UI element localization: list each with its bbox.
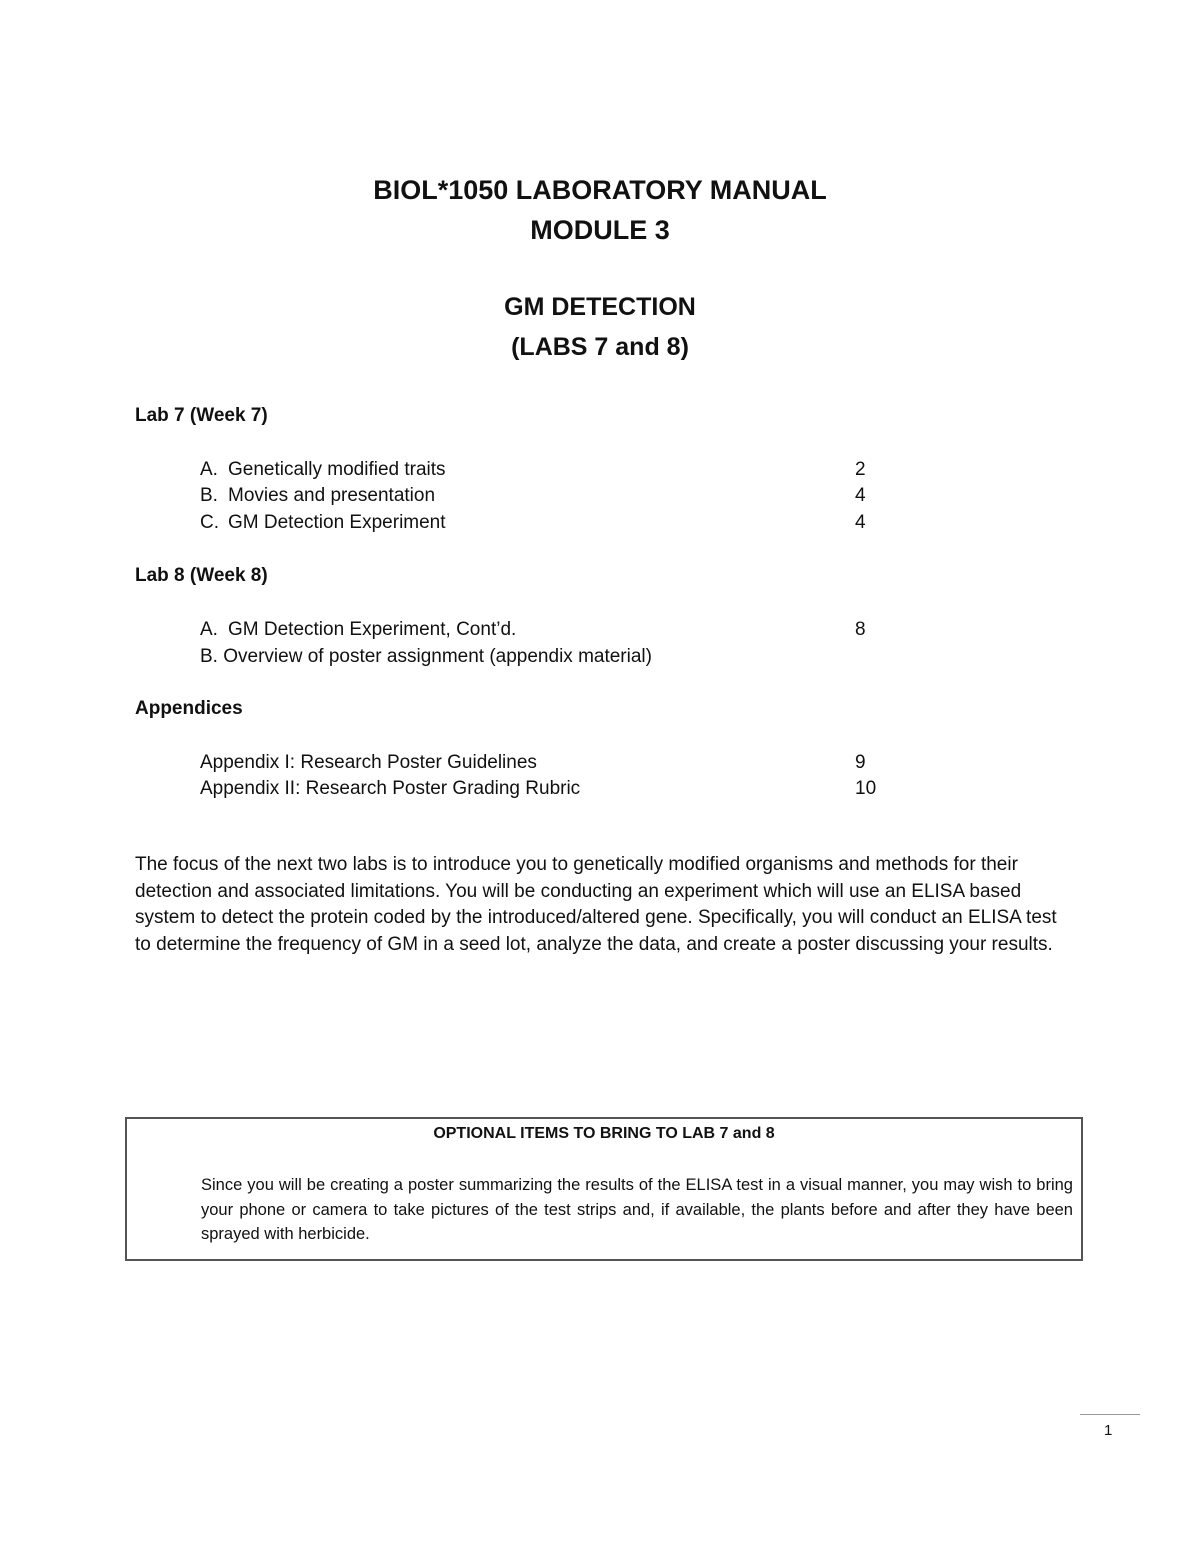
toc-marker: A. xyxy=(200,619,218,640)
subtitle-line-2: (LABS 7 and 8) xyxy=(511,333,689,361)
toc-label: Movies and presentation xyxy=(228,485,436,506)
toc-label: GM Detection Experiment, Cont’d. xyxy=(228,619,517,640)
subtitle-line-1: GM DETECTION xyxy=(504,293,696,321)
intro-paragraph: The focus of the next two labs is to introduce you to genetically modified organisms and methods for their detection and associated limitations. You will be conducting an experiment which will use an ELISA based system to detect the protein coded by the introduced/altered gene. Specifically, you will conduct an ELISA test to determine the frequency of GM in a seed lot, analyze the data, and create a poster discussing your results. xyxy=(135,854,1057,955)
page-number: 1 xyxy=(1104,1422,1113,1439)
toc-label: Appendix I: Research Poster Guidelines xyxy=(200,752,537,773)
toc-entry xyxy=(200,483,880,509)
toc-label: Genetically modified traits xyxy=(228,459,446,480)
toc-label: GM Detection Experiment xyxy=(228,512,446,533)
toc-page: 2 xyxy=(855,459,866,480)
toc-page: 8 xyxy=(855,619,866,640)
toc-entry xyxy=(200,750,880,776)
document-title xyxy=(0,170,1200,250)
footer-divider xyxy=(1080,1414,1140,1415)
toc-entry xyxy=(200,510,880,536)
toc-label: B. Overview of poster assignment (appendix material) xyxy=(200,646,652,667)
toc-page: 4 xyxy=(855,485,866,506)
title-line-1: BIOL*1050 LABORATORY MANUAL xyxy=(373,175,827,205)
toc-marker: C. xyxy=(200,512,219,533)
toc-marker: B. xyxy=(200,485,218,506)
toc-marker: A. xyxy=(200,459,218,480)
toc-heading-appendices: Appendices xyxy=(135,698,243,719)
toc-entry xyxy=(200,457,880,483)
toc-label: Appendix II: Research Poster Grading Rubric xyxy=(200,778,581,799)
document-subtitle xyxy=(0,287,1200,367)
title-line-2: MODULE 3 xyxy=(530,215,670,245)
optional-items-body: Since you will be creating a poster summarizing the results of the ELISA test in a visual manner, you may wish to bring your phone or camera to take pictures of the test strips and, if available, the plants before and after they have been sprayed with herbicide. xyxy=(201,1176,1073,1243)
toc-page: 10 xyxy=(855,778,877,799)
toc-heading-lab7: Lab 7 (Week 7) xyxy=(135,405,268,426)
toc-page: 4 xyxy=(855,512,866,533)
toc-entry xyxy=(200,617,880,643)
toc-page: 9 xyxy=(855,752,866,773)
optional-items-title: OPTIONAL ITEMS TO BRING TO LAB 7 and 8 xyxy=(433,1125,775,1142)
optional-items-box xyxy=(125,1117,1083,1261)
toc-entry xyxy=(200,644,880,670)
toc-entry xyxy=(200,776,880,802)
toc-heading-lab8: Lab 8 (Week 8) xyxy=(135,565,268,586)
